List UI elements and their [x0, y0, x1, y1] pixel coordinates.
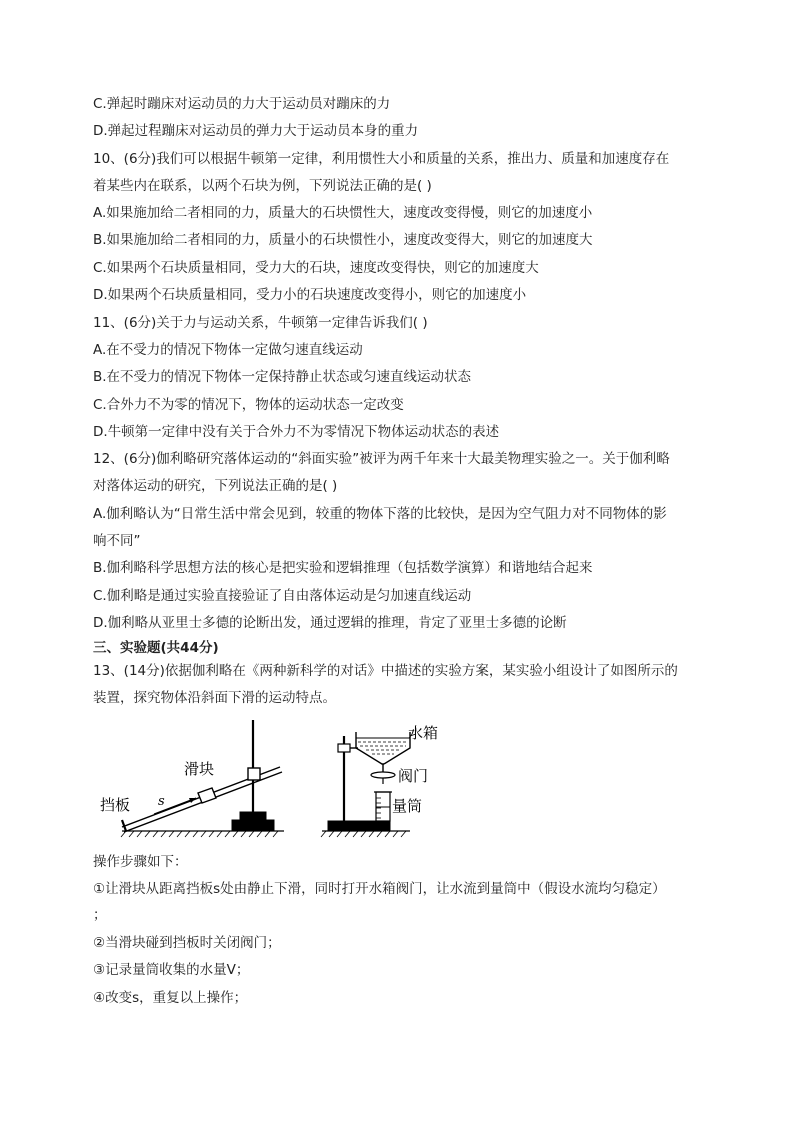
label-cylinder: 量筒: [392, 797, 423, 815]
label-valve: 阀门: [398, 767, 429, 785]
option-9c: C.弹起时蹦床对运动员的力大于运动员对蹦床的力: [93, 96, 391, 112]
question-12-stem: 12、(6分)伽利略研究落体运动的“斜面实验”被评为两千年来十大最美物理实验之一。关于伽利略: [93, 451, 670, 467]
label-s: s: [158, 794, 165, 809]
step-2: ②当滑块碰到挡板时关闭阀门；: [93, 935, 281, 951]
option-12a-cont: 响不同”: [93, 533, 141, 549]
option-11a: A.在不受力的情况下物体一定做匀速直线运动: [93, 342, 363, 358]
question-11-stem: 11、(6分)关于力与运动关系，牛顿第一定律告诉我们( ): [93, 315, 428, 331]
option-11c: C.合外力不为零的情况下，物体的运动状态一定改变: [93, 397, 404, 413]
option-12a: A.伽利略认为“日常生活中常会见到，较重的物体下落的比较快，是因为空气阻力对不同物体的影: [93, 506, 667, 522]
steps-heading: 操作步骤如下：: [93, 854, 188, 870]
incline-apparatus: [121, 720, 284, 837]
step-1: ①让滑块从距离挡板s处由静止下滑，同时打开水箱阀门，让水流到量筒中（假设水流均匀稳定）: [93, 881, 666, 897]
label-tank: 水箱: [408, 724, 439, 742]
label-slider: 滑块: [184, 760, 215, 778]
label-baffle: 挡板: [100, 796, 131, 814]
option-11d: D.牛顿第一定律中没有关于合外力不为零情况下物体运动状态的表述: [93, 424, 500, 440]
option-12d: D.伽利略从亚里士多德的论断出发，通过逻辑的推理，肯定了亚里士多德的论断: [93, 615, 567, 631]
step-3: ③记录量筒收集的水量V；: [93, 962, 250, 978]
slider-block: [198, 788, 216, 803]
question-10-stem: 10、(6分)我们可以根据牛顿第一定律，利用惯性大小和质量的关系，推出力、质量和加速度存在: [93, 151, 670, 167]
option-12c: C.伽利略是通过实验直接验证了自由落体运动是匀加速直线运动: [93, 588, 472, 604]
section-heading: 三、实验题(共44分): [93, 640, 219, 656]
step-1-cont: ；: [93, 907, 107, 923]
option-9d: D.弹起过程蹦床对运动员的弹力大于运动员本身的重力: [93, 123, 419, 139]
step-4: ④改变s，重复以上操作；: [93, 990, 248, 1006]
experiment-figure: [92, 714, 452, 838]
question-12-stem-cont: 对落体运动的研究，下列说法正确的是( ): [93, 478, 338, 494]
option-10d: D.如果两个石块质量相同，受力小的石块速度改变得小，则它的加速度小: [93, 287, 527, 303]
option-10b: B.如果施加给二者相同的力，质量小的石块惯性小，速度改变得大，则它的加速度大: [93, 232, 593, 248]
option-11b: B.在不受力的情况下物体一定保持静止状态或匀速直线运动状态: [93, 369, 472, 385]
option-12b: B.伽利略科学思想方法的核心是把实验和逻辑推理（包括数学演算）和谐地结合起来: [93, 560, 593, 576]
question-10-stem-cont: 着某些内在联系，以两个石块为例，下列说法正确的是( ): [93, 178, 432, 194]
option-10c: C.如果两个石块质量相同，受力大的石块，速度改变得快，则它的加速度大: [93, 260, 539, 276]
option-10a: A.如果施加给二者相同的力，质量大的石块惯性大，速度改变得慢，则它的加速度小: [93, 205, 593, 221]
question-13-stem-cont: 装置，探究物体沿斜面下滑的运动特点。: [93, 690, 336, 706]
question-13-stem: 13、(14分)依据伽利略在《两种新科学的对话》中描述的实验方案，某实验小组设计了如图所示的: [93, 663, 678, 679]
